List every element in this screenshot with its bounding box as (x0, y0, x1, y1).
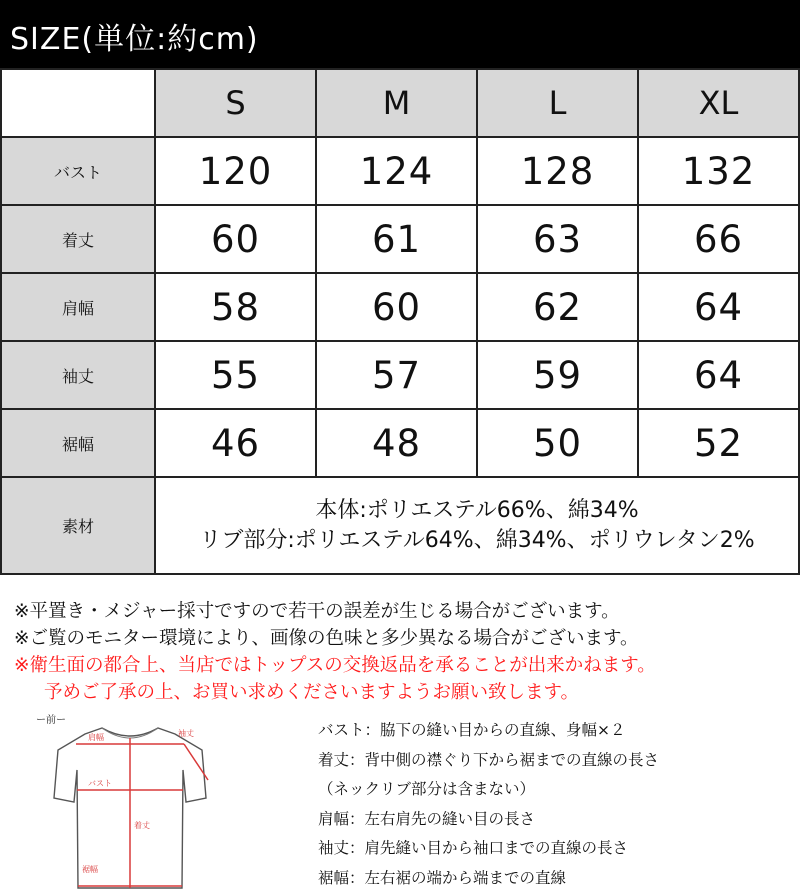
page-title: SIZE(単位:約cm) (10, 22, 259, 57)
def-hem: 裾幅：左右裾の端から端までの直線 (318, 868, 567, 887)
table-row-material (1, 477, 799, 574)
table-row-length (1, 205, 799, 273)
table-row-shoulder (1, 273, 799, 341)
value-cell: 59 (477, 341, 638, 409)
diagram-sleeve-label: 袖丈 (178, 729, 194, 738)
tshirt-illustration (30, 710, 230, 890)
value-cell: 64 (638, 273, 799, 341)
value-cell: 57 (316, 341, 477, 409)
tshirt-diagram (30, 710, 230, 890)
material-rib: リブ部分:ポリエステル64%、綿34%、ポリウレタン2% (199, 527, 755, 553)
def-sleeve: 袖丈：肩先縫い目から袖口までの直線の長さ (318, 839, 629, 857)
note-measurement: ※平置き・メジャー採寸ですので若干の誤差が生じる場合がございます。 (14, 601, 620, 622)
row-label: バスト (1, 137, 155, 205)
header-bar (0, 0, 800, 68)
value-cell: 124 (316, 137, 477, 205)
row-label: 裾幅 (1, 409, 155, 477)
notes-block (14, 598, 656, 706)
measurement-definitions (318, 716, 659, 893)
table-row-bust (1, 137, 799, 205)
diagram-bust-label: バスト (88, 779, 112, 788)
diagram-hem-label: 裾幅 (82, 865, 98, 874)
value-cell: 64 (638, 341, 799, 409)
value-cell: 63 (477, 205, 638, 273)
value-cell: 62 (477, 273, 638, 341)
note-return-policy-2: 予めご了承の上、お買い求めくださいますようお願い致します。 (44, 682, 580, 703)
def-bust: バスト：脇下の縫い目からの直線、身幅×２ (318, 721, 626, 739)
def-length: 着丈：背中側の襟ぐり下から裾までの直線の長さ (318, 750, 660, 769)
diagram-shoulder-label: 肩幅 (88, 733, 104, 742)
value-cell: 58 (155, 273, 316, 341)
row-label: 袖丈 (1, 341, 155, 409)
value-cell: 46 (155, 409, 316, 477)
value-cell: 60 (155, 205, 316, 273)
def-length-note: （ネックリブ部分は含まない） (318, 780, 536, 798)
row-label: 肩幅 (1, 273, 155, 341)
note-return-policy: ※衛生面の都合上、当店ではトップスの交換返品を承ることが出来かねます。 (14, 655, 656, 676)
corner-cell (1, 69, 155, 137)
diagram-length-label: 着丈 (134, 821, 150, 830)
material-cell (155, 477, 799, 574)
size-l-header: L (477, 69, 638, 137)
value-cell: 66 (638, 205, 799, 273)
diagram-front-label: ー前ー (36, 715, 66, 726)
value-cell: 60 (316, 273, 477, 341)
value-cell: 52 (638, 409, 799, 477)
table-row-hem (1, 409, 799, 477)
row-label: 着丈 (1, 205, 155, 273)
size-xl-header: XL (638, 69, 799, 137)
note-color: ※ご覧のモニター環境により、画像の色味と多少異なる場合がございます。 (14, 628, 639, 649)
value-cell: 55 (155, 341, 316, 409)
size-header-row (1, 69, 799, 137)
value-cell: 132 (638, 137, 799, 205)
value-cell: 128 (477, 137, 638, 205)
value-cell: 61 (316, 205, 477, 273)
material-body: 本体:ポリエステル66%、綿34% (315, 497, 639, 523)
table-row-sleeve (1, 341, 799, 409)
def-shoulder: 肩幅：左右肩先の縫い目の長さ (318, 809, 536, 828)
size-table (0, 68, 800, 575)
value-cell: 48 (316, 409, 477, 477)
row-label: 素材 (1, 477, 155, 574)
size-s-header: S (155, 69, 316, 137)
value-cell: 120 (155, 137, 316, 205)
size-m-header: M (316, 69, 477, 137)
value-cell: 50 (477, 409, 638, 477)
